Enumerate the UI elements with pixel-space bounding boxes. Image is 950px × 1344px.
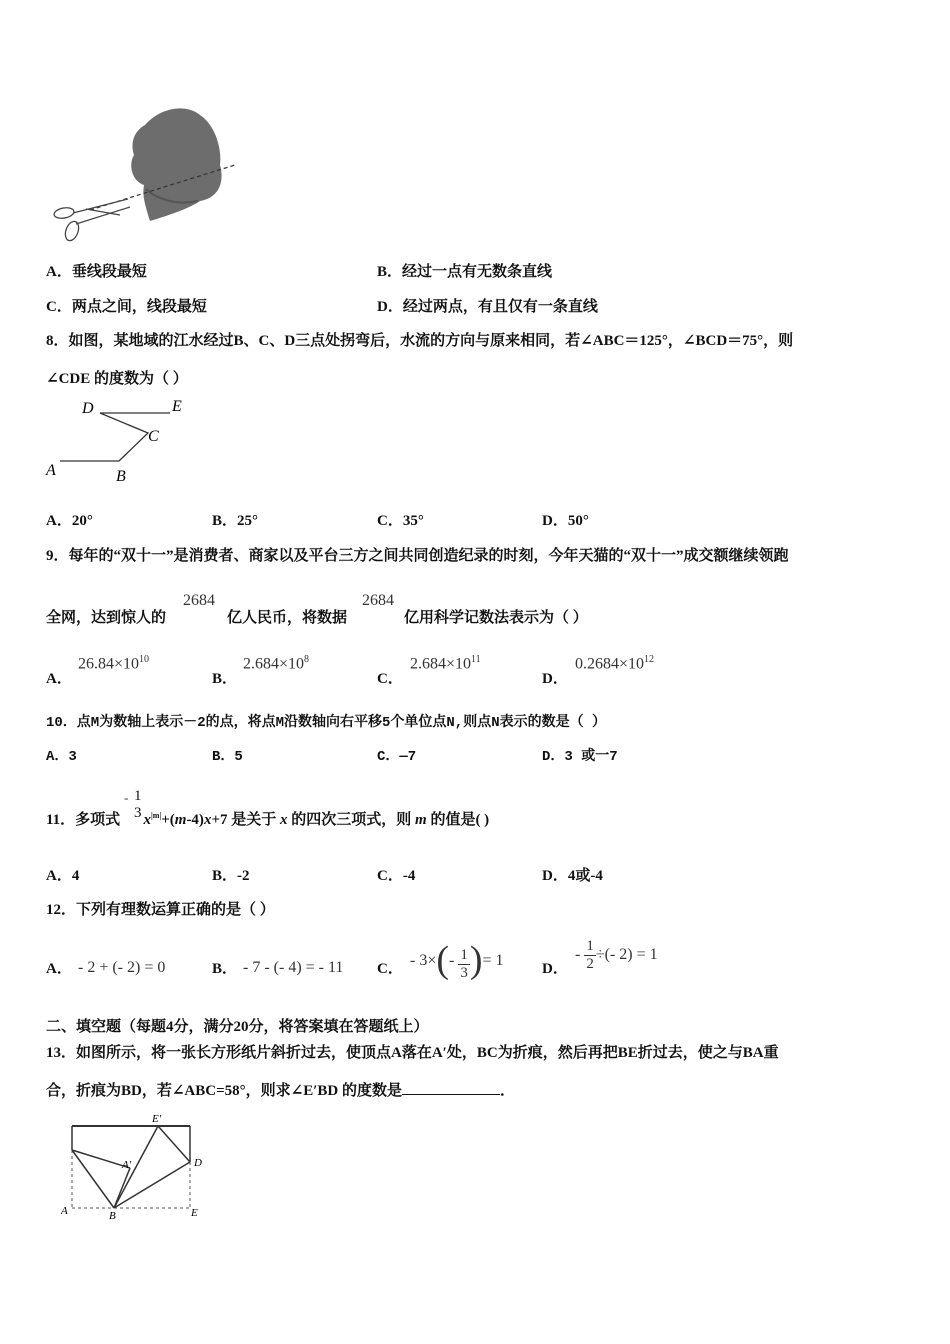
q12-option-c-letter: C． <box>377 961 403 977</box>
q7-option-c: C．两点之间，线段最短 <box>46 299 207 315</box>
q11-option-d: D．4或-4 <box>542 868 603 884</box>
q8-option-b: B．25° <box>212 513 259 529</box>
q9-question-line1: 9．每年的“双十一”是消费者、商家以及平台三方之间共同创造纪录的时刻，今年天猫的“双十一”成交额继续领跑 <box>46 548 789 564</box>
leaf-scissors-figure <box>50 103 240 243</box>
label-e: E <box>172 398 182 415</box>
q9-option-b-letter: B． <box>212 671 238 687</box>
q10-option-c: C．—7 <box>377 749 417 765</box>
q9-option-c-expr: $2.684\times 10^{11}$ <box>410 654 481 673</box>
q13-question-line1: 13．如图所示，将一张长方形纸片斜折过去，使顶点A落在A′处，BC为折痕，然后再把BE折过去，使之与BA重 <box>46 1045 779 1061</box>
q12-option-b-expr: - 7 - (- 4) = - 11 <box>243 959 344 976</box>
q11-option-c: C．-4 <box>377 868 416 884</box>
fold-bc <box>72 1150 114 1208</box>
fold-ed <box>158 1126 190 1162</box>
q8-river-figure <box>40 393 200 488</box>
q8-question-line2: ∠CDE 的度数为（ ） <box>46 371 188 387</box>
q9-option-d-letter: D． <box>542 671 568 687</box>
label-b: B <box>109 1210 116 1222</box>
q12-d-fraction: $\frac{1}{2}$ <box>586 938 594 972</box>
q10-option-d: D．3 或一7 <box>542 749 618 765</box>
q11-option-b: B．-2 <box>212 868 250 884</box>
scissors-icon <box>53 199 130 242</box>
answer-blank[interactable] <box>402 1080 500 1095</box>
q8-option-c: C．35° <box>377 513 424 529</box>
q11-option-a: A．4 <box>46 868 80 884</box>
q12-option-d-letter: D． <box>542 961 568 977</box>
q8-option-d: D．50° <box>542 513 589 529</box>
q10-option-a: A．3 <box>46 749 77 765</box>
q10-option-b: B．5 <box>212 749 243 765</box>
label-a: A <box>46 462 56 479</box>
q11-fraction: 1 3 <box>134 788 142 821</box>
q9-option-a-expr: $26.84\times 10^{10}$ <box>78 654 150 673</box>
q12-question: 12．下列有理数运算正确的是（ ） <box>46 902 275 918</box>
q13-fold-figure <box>58 1110 218 1222</box>
label-e-prime: E' <box>152 1113 162 1125</box>
q13-question-line2: 合，折痕为BD，若∠ABC=58°，则求∠E′BD 的度数是 ． <box>46 1079 515 1100</box>
q7-option-b: B．经过一点有无数条直线 <box>377 264 553 280</box>
q9-question-line2-part1: 全网，达到惊人的 <box>46 610 167 626</box>
section2-title: 二、填空题（每题4分，满分20分，将答案填在答题纸上） <box>46 1019 429 1035</box>
q9-question-line2-part2: 亿人民币，将数据 <box>227 610 348 626</box>
q9-number-2684-a: 2684 <box>183 592 215 609</box>
q8-option-a: A．20° <box>46 513 93 529</box>
q12-c-fraction: $\frac{1}{3}$ <box>460 946 468 981</box>
q12-option-b-letter: B． <box>212 961 238 977</box>
q12-option-d-expr: - $\frac{1}{2}$ ÷(- 2) = 1 <box>575 938 658 972</box>
leaf-shape <box>131 108 221 221</box>
q7-option-a: A．垂线段最短 <box>46 264 147 280</box>
label-d: D <box>82 400 94 417</box>
q10-question: 10．点M为数轴上表示－2的点，将点M沿数轴向右平移5个单位点N,则点N表示的数是（ ） <box>46 715 607 731</box>
q9-option-b-expr: $2.684\times 10^8$ <box>243 654 310 673</box>
q11-question: 11．多项式 - 1 3 $x^{|m|}+(m-4)x+7$ 是关于 x 的四次三项式，则 m 的值是( ) <box>46 788 490 829</box>
q12-option-c-expr: - 3×(- $\frac{1}{3}$ )= 1 <box>410 939 504 981</box>
label-d: D <box>194 1157 202 1169</box>
fold-be <box>114 1126 158 1208</box>
label-c: C <box>148 428 159 445</box>
label-a-prime: A' <box>122 1159 132 1171</box>
label-b: B <box>116 468 126 485</box>
q12-option-a-expr: - 2 + (- 2) = 0 <box>78 959 166 976</box>
q9-option-c-letter: C． <box>377 671 403 687</box>
right-paren: ) <box>469 939 483 981</box>
q7-option-d: D．经过两点，有且仅有一条直线 <box>377 299 598 315</box>
label-e: E <box>191 1207 198 1219</box>
q9-option-d-expr: $0.2684\times 10^{12}$ <box>575 654 655 673</box>
q9-option-a-letter: A． <box>46 671 72 687</box>
q9-question-line2-part3: 亿用科学记数法表示为（ ） <box>404 610 588 626</box>
q8-question-line1: 8．如图，某地域的江水经过B、C、D三点处拐弯后，水流的方向与原来相同，若∠ABC＝125°，∠BCD＝75°，则 <box>46 333 794 349</box>
q12-option-a-letter: A． <box>46 961 72 977</box>
q9-number-2684-b: 2684 <box>362 592 394 609</box>
left-paren: ( <box>436 939 450 981</box>
label-a: A <box>61 1205 68 1217</box>
